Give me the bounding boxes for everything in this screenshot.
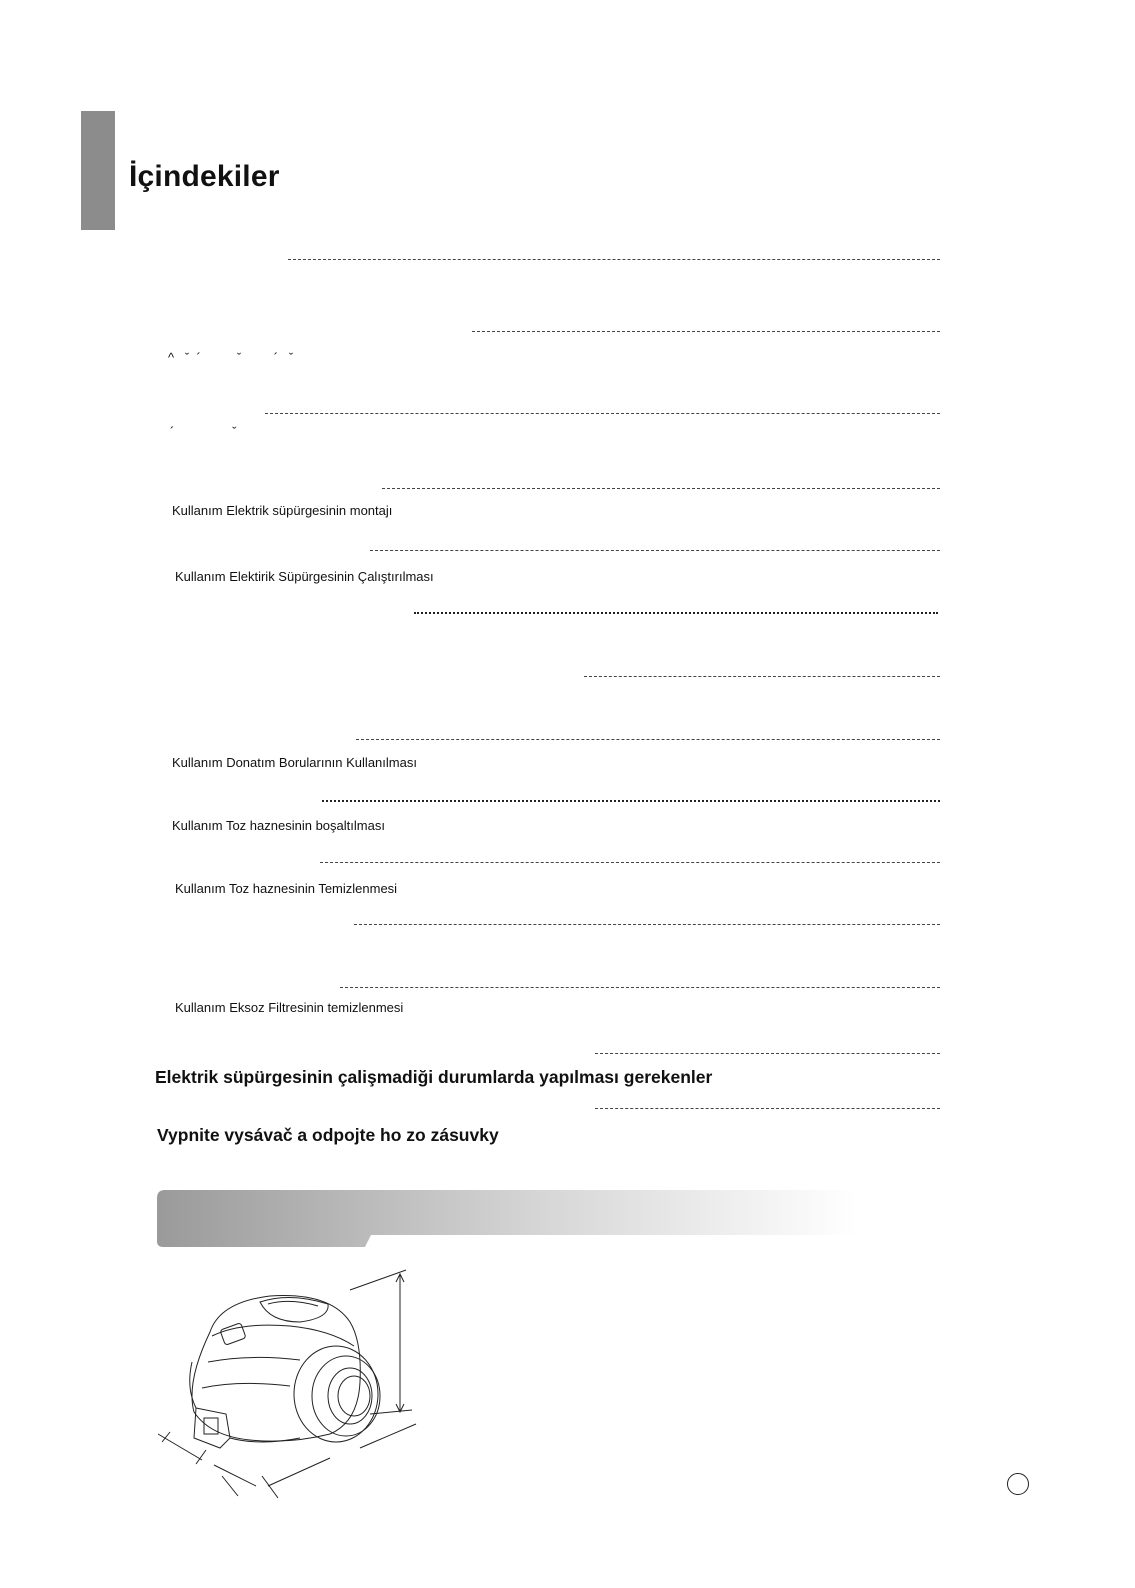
toc-leader [354,924,940,925]
toc-leader [265,413,940,414]
toc-item: Kullanım Donatım Borularının Kullanılması [172,755,417,770]
toc-item: Kullanım Toz haznesinin Temizlenmesi [175,881,398,896]
toc-leader [472,331,940,332]
toc-item-bold: Elektrik süpürgesinin çalişmadiği durumlarda yapılması gerekenler [155,1067,713,1087]
toc-leader [340,987,940,988]
toc-leader [356,739,940,740]
toc-leader [382,488,940,489]
stray-marks: ´ ˇ [170,424,237,439]
toc-leader [322,800,940,802]
vacuum-cleaner-illustration [150,1262,430,1502]
toc-item: Kullanım Eksoz Filtresinin temizlenmesi [175,1000,404,1015]
toc-item: Kullanım Toz haznesinin boşaltılması [172,818,385,833]
section-tab-marker [81,111,115,230]
toc-leader [595,1053,940,1054]
toc-item: Kullanım Elektrik süpürgesinin montajı [172,503,393,518]
section-banner [157,1190,857,1250]
toc-leader [288,259,940,260]
toc-leader [370,550,940,551]
toc-leader [414,612,938,614]
page-number-circle [1007,1473,1029,1495]
stray-marks: ^ ˇ ´ ˇ ´ ˇ [168,350,294,365]
toc-leader [595,1108,940,1109]
page-title: İçindekiler [129,160,280,193]
toc-item: Kullanım Elektirik Süpürgesinin Çalıştırılması [175,569,434,584]
toc-item-bold: Vypnite vysávač a odpojte ho zo zásuvky [157,1125,499,1145]
toc-leader [320,862,940,863]
toc-leader [584,676,940,677]
